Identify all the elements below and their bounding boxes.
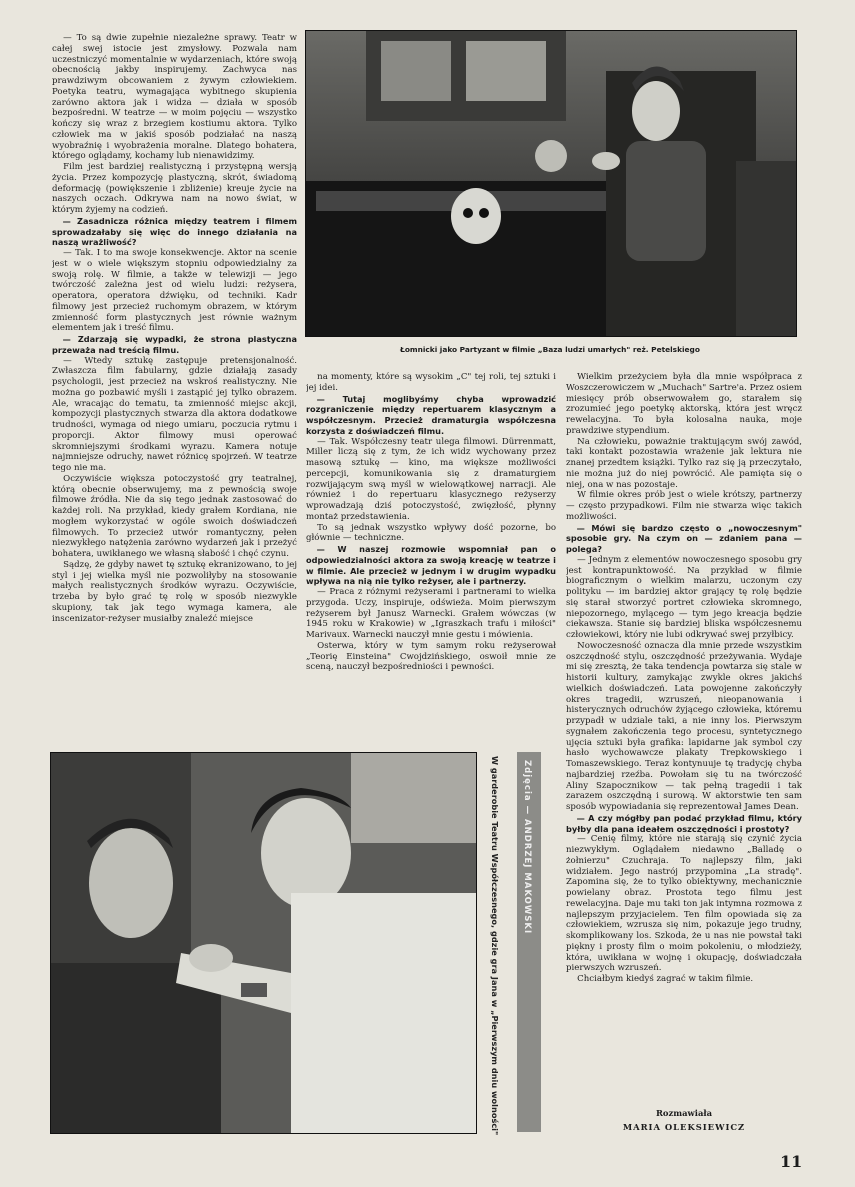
article-paragraph: — Praca z różnymi reżyserami i partnerami to wielka przygoda. Uczy, inspiruje, odświeża. Moim pierwszym reżyserem był Janusz Warnecki. Grałem wówczas (w 1945 roku w Krakowie) w „Igraszkach trafu i miłości" Marivaux. Warnecki nauczył mnie gestu i mówienia.	[306, 587, 556, 640]
article-paragraph: — To są dwie zupełnie niezależne sprawy. Teatr w całej swej istocie jest zmysłowy. Pozwala nam uczestniczyć momentalnie w wydarzeniach, które swoją obecnością jakby inspirujemy. Zachwyca nas prawdziwym obcowaniem z żywym człowiekiem. Poetyka teatru, wymagająca wybitnego skupienia zarówno aktora jak i widza — działa w sposób bezpośredni. W teatrze — w moim pojęciu — wszystko kończy się wraz z brzegiem kostiumu aktora. Tylko człowiek ma w jakiś sposób podziałać na naszą wyobraźnię i wyobrażenia moralne. Dlatego bohatera, którego oglądamy, kochamy lub nienawidzimy.	[52, 33, 297, 162]
photo-dressing-room	[50, 752, 477, 1134]
interviewer-name: MARIA OLEKSIEWICZ	[622, 1122, 746, 1132]
article-paragraph: — Jednym z elementów nowoczesnego sposobu gry jest kontrapunktowość. Na przykład w filmie biograficznym o wielkim malarzu, uczonym czy polityku — im bardziej aktor grający tę rolę będzie się starał stworzyć portret człowieka skromnego, niepozornego, mylącego — tym jego kreacja będzie ciekawsza. Stanie się bardziej bliska współczesnemu człowiekowi, który nie lubi odkrywać swej przyłbicy.	[566, 554, 802, 640]
article-paragraph: W filmie okres prób jest o wiele krótszy, partnerzy — często przypadkowi. Film nie stwarza więc takich możliwości.	[566, 490, 802, 522]
page-number: 11	[780, 1152, 803, 1171]
photo-actor-in-vehicle	[305, 30, 797, 337]
interview-question: — W naszej rozmowie wspomniał pan o odpowiedzialności aktora za swoją kreację w teatrze i w filmie. Ale przecież w jednym i w drugim wypadku wpływa na nią nie tylko reżyser, ale i partnerzy.	[306, 544, 556, 587]
article-column-3	[566, 372, 802, 1137]
article-paragraph: — Wtedy sztukę zastępuje pretensjonalność. Zwłaszcza film fabularny, gdzie działają zasady psychologii, jest przecież na wskroś realistyczny. Nie można go pozbawić myśli i zastąpić jej tylko obrazem. Ale, wracając do tematu, ta zmienność miejsc akcji, kompozycji plastycznych stwarza dla aktora dodatkowe trudności, wymaga od niego umiaru, poczucia rytmu i proporcji. Aktor filmowy musi operować skromniejszymi środkami wyrazu. Kamera notuje najmniejsze odruchy, nawet różnicę spojrzeń. W teatrze tego nie ma.	[52, 355, 297, 473]
article-column-1	[52, 33, 297, 753]
interviewer-label: Rozmawiała	[655, 1108, 713, 1118]
article-paragraph: Nowoczesność oznacza dla mnie przede wszystkim oszczędność stylu, oszczędność przeżywania. Wydaje mi się zresztą, że taka tendencja powtarza się stale w historii kultury, zamykając zwykle okres jakichś wielkich doświadczeń. Lata powojenne zakończyły okres tragedii, wzruszeń, nieopanowania i histerycznych odruchów żyjącego człowieka, któremu przypadł w udziale taki, a nie inny los. Pierwszym sygnałem zakończenia tego procesu, syntetycznego ujęcia sztuki była grafika: lapidarne jak symbol czy hasło wychowawcze plakaty Trepkowskiego i Tomaszewskiego. Teraz kontynuuje tę tradycję chyba najbardziej rzeźba. Powołam się tu na twórczość Aliny Szapocznikow — tak pełną tragedii i tak zarazem oszczędną i surową. W aktorstwie ten sam sposób wypowiadania się reprezentował James Dean.	[566, 640, 802, 812]
interview-question: — Mówi się bardzo często o „nowoczesnym" sposobie gry. Na czym on — zdaniem pana — polega?	[566, 522, 802, 554]
article-paragraph: To są jednak wszystko wpływy dość pozorne, bo głównie — techniczne.	[306, 522, 556, 544]
interview-question: — A czy mógłby pan podać przykład filmu, który byłby dla pana ideałem oszczędności i prostoty?	[566, 812, 802, 834]
article-paragraph: Chciałbym kiedyś zagrać w takim filmie.	[577, 974, 754, 984]
article-paragraph: Na człowieku, poważnie traktującym swój zawód, taki kontakt pozostawia wrażenie jak lektura nie znanej przedtem książki. Tylko raz się ją przeczytało, nie można już do niej powrócić. Ale pamięta się o niej, ona w nas pozostaje.	[566, 436, 802, 490]
interview-question: — Zasadnicza różnica między teatrem i filmem sprowadzałaby się więc do innego działania na naszą wrażliwość?	[52, 215, 297, 248]
article-paragraph: — Tak. Współczesny teatr ulega filmowi. Dürrenmatt, Miller liczą się z tym, że ich widz wychowany przez masową sztukę — kino, ma większe możliwości percepcji, komunikowania się z dramaturgiem rozwijającym swą myśl w wielowątkowej narracji. Ale również i do repertuaru klasycznego reżyserzy wprowadzają dziś potoczystość, zwięzłość, płynny montaż przedstawienia.	[306, 436, 556, 522]
interview-question: — Zdarzają się wypadki, że strona plastyczna przeważa nad treścią filmu.	[52, 334, 297, 355]
article-column-2	[306, 372, 556, 747]
article-paragraph: Oczywiście większa potoczystość gry teatralnej, którą obecnie obserwujemy, ma z pewnością swoje filmowe źródła. Nie da się tego jednak zastosować do każdej roli. Na przykład, kiedy grałem Kordiana, nie mogłem wykorzystać w ogóle swoich doświadczeń filmowych. To przecież utwór romantyczny, pełen niezwykłego natężenia zarówno wydarzeń jak i przeżyć bohatera, uwikłanego we własną słabość i chęć czynu.	[52, 473, 297, 559]
article-paragraph: Osterwa, który w tym samym roku reżyserował „Teorię Einsteina" Cwojdzińskiego, oswoił mnie ze sceną, nauczył bezpośredniości i pewności.	[306, 640, 556, 673]
article-paragraph: na momenty, które są wysokim „C" tej roli, tej sztuki i jej idei.	[306, 372, 556, 393]
article-paragraph: Film jest bardziej realistyczną i przystępną wersją życia. Przez kompozycję plastyczną, skrót, świadomą deformację (powiększenie i zbliżenie) kreuje życie na naszych oczach. Odkrywa nam na nowo świat, w którym żyjemy na codzień.	[52, 162, 297, 215]
article-paragraph: Wielkim przeżyciem była dla mnie współpraca z Woszczerowiczem w „Muchach" Sartre'a. Przez osiem miesięcy prób obserwowałem go, starałem się zrozumieć jego poetykę aktorską, która jest wręcz rewelacyjna. To była kolosalna nauka, moje prawdziwe stypendium.	[566, 372, 802, 436]
interview-question: — Tutaj moglibyśmy chyba wprowadzić rozgraniczenie między repertuarem klasycznym a współczesnym. Przecież dramaturgia współczesna korzysta z doświadczeń filmu.	[306, 393, 556, 436]
photo-credit: Zdjęcia — ANDRZEJ MAKOWSKI	[522, 760, 532, 935]
article-paragraph: — Cenię filmy, które nie starają się czynić życia niezwykłym. Oglądałem niedawno „Balladę o żołnierzu" Czuchraja. To najlepszy film, jaki widziałem. Jego nastrój przypomina „La stradę". Zapomina się, że to tylko obiektywny, mechanicznie powielany obraz. Prostota tego filmu jest rewelacyjna. Daje mu taki ton jak intymna rozmowa z najlepszym przyjacielem. Ten film opowiada się za człowiekiem, wzrusza się nim, pokazuje jego trudny, skomplikowany los. Szkoda, że u nas nie powstał taki piękny i prosty film o moim pokoleniu, o młodzieży, która, uwikłana w wojnę i okupację, doświadczała pierwszych wzruszeń.	[566, 834, 802, 974]
article-paragraph: — Tak. I to ma swoje konsekwencje. Aktor na scenie jest w o wiele większym stopniu odpowiedzialny za swoją rolę. W filmie, a także w telewizji — jego twórczość zależna jest od wielu ludzi: reżysera, operatora, operatora dźwięku, od techniki. Kadr filmowy jest przecież ruchomym obrazem, w którym zmienność form plastycznych jest równie ważnym elementem jak i treść filmu.	[52, 248, 297, 334]
vertical-photo-caption: W garderobie Teatru Współczesnego, gdzie gra Jana w „Pierwszym dniu wolności"	[490, 756, 500, 1136]
photo-caption-top: Łomnicki jako Partyzant w filmie „Baza ludzi umarłych" reż. Petelskiego	[400, 345, 700, 354]
article-paragraph: Sądzę, że gdyby nawet tę sztukę ekranizowano, to jej styl i jej wielka myśl nie pozwoliłyby na stosowanie małych realistycznych środków wyrazu. Oczywiście, trzeba by było grać tę rolę w sposób niezwykle skupiony, tak jak tego wymaga kamera, ale inscenizator-reżyser musiałby znaleźć miejsce	[52, 559, 297, 624]
